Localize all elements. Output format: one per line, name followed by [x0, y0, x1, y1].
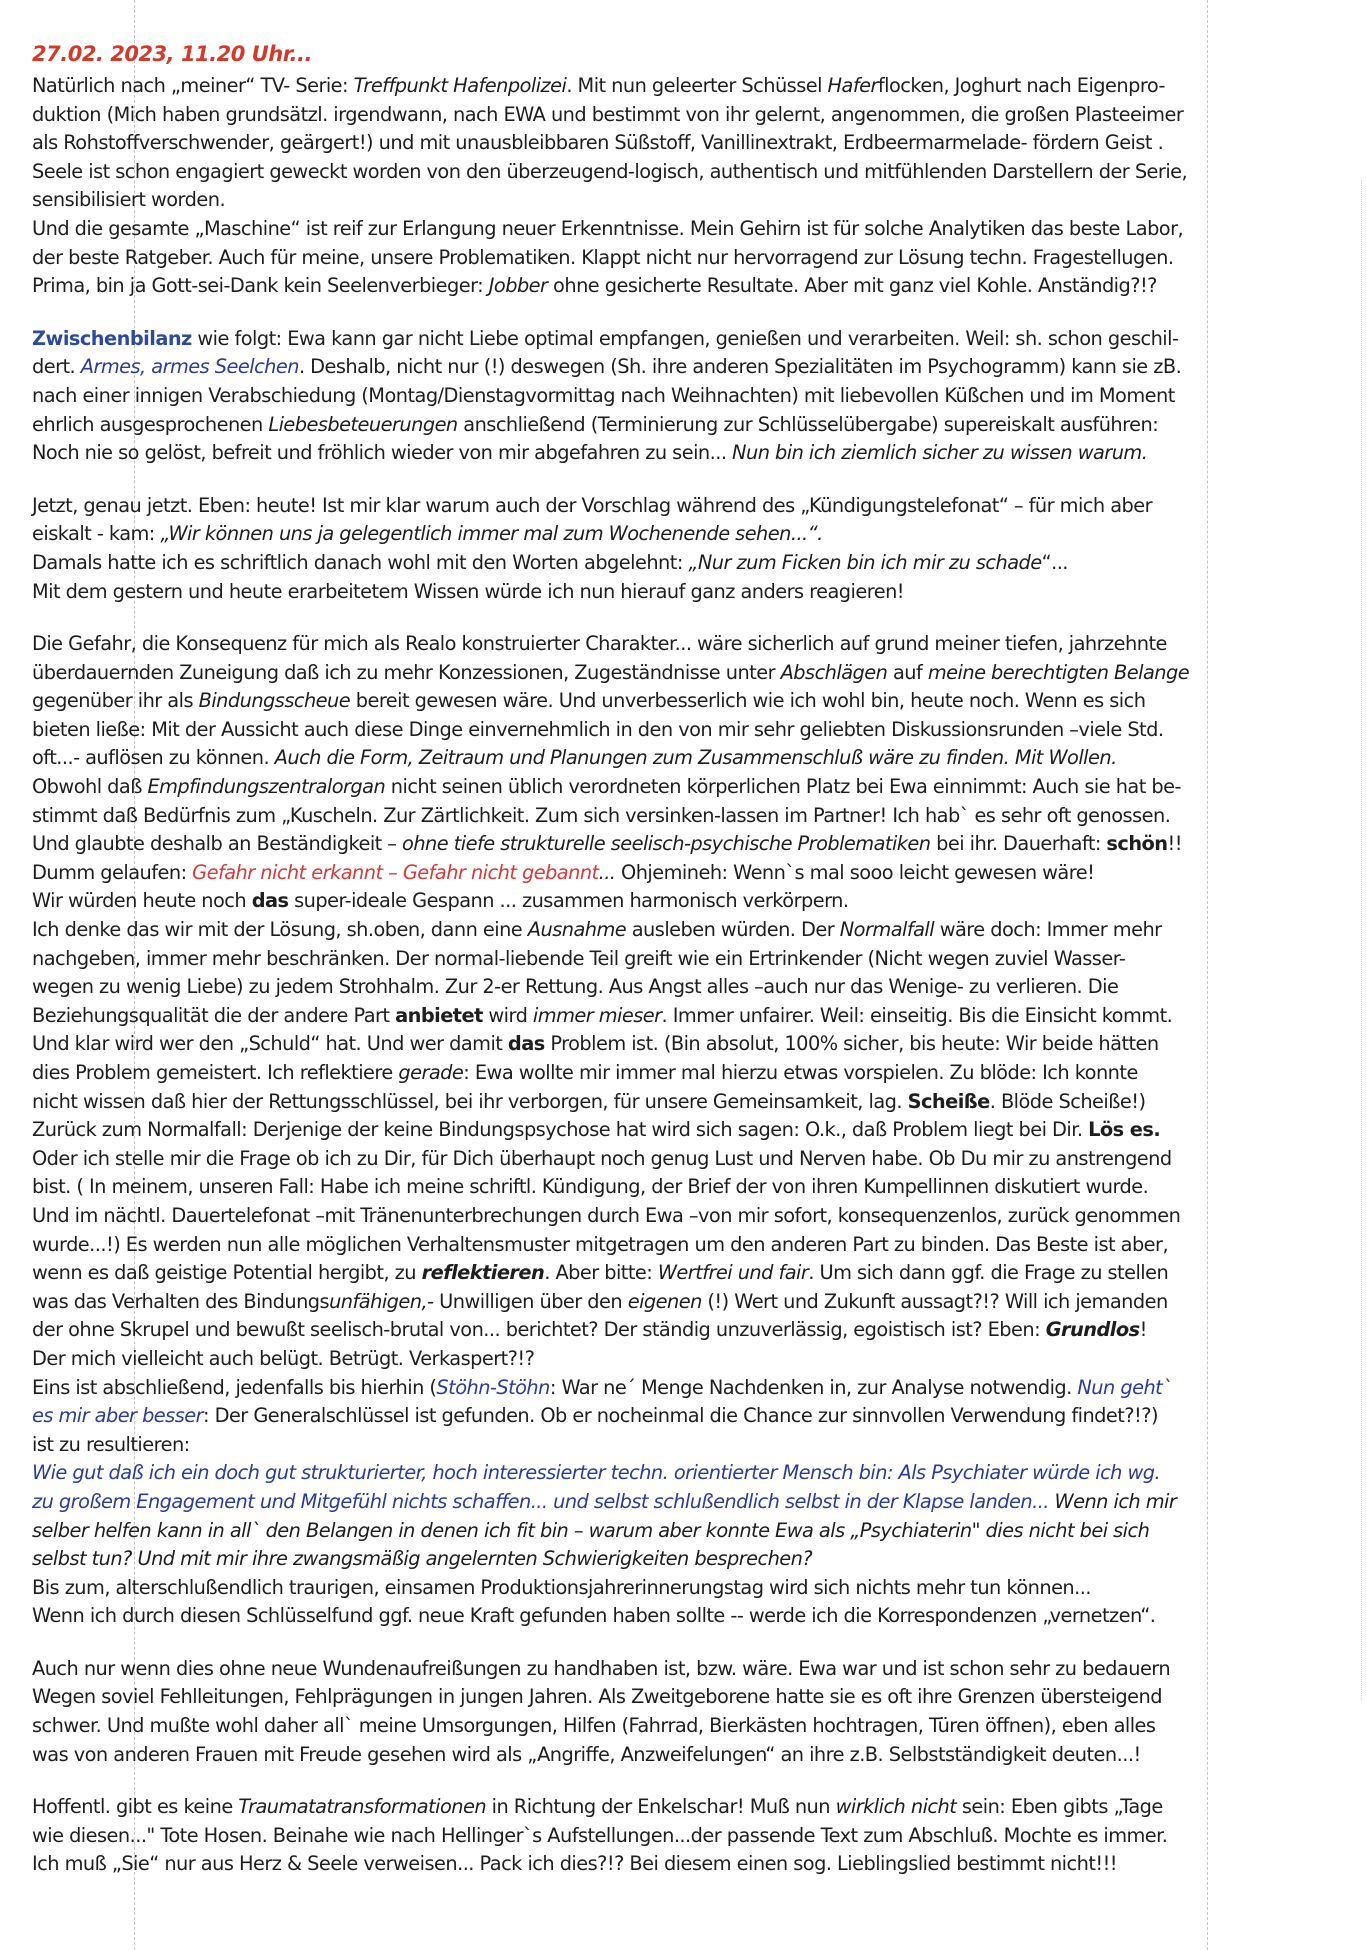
text-span: was das Verhalten des Bindungs [32, 1289, 330, 1313]
text-span: dert. [32, 355, 81, 379]
document-body [32, 72, 1332, 1879]
styled-text-span: Grundlos [1045, 1318, 1140, 1342]
text-line [32, 325, 1322, 354]
text-line [32, 439, 1322, 468]
text-span: Dumm gelaufen: [32, 860, 193, 884]
text-span: !! [1167, 832, 1182, 856]
styled-text-span: zu großem Engagement und Mitgefühl nichts schaffen... und selbst schlußendlich selbst in der Klapse landen... [32, 1489, 1049, 1513]
text-span: was von anderen Frauen mit Freude gesehen wird als „Angriffe, Anzweifelungen“ an ihre z.B. Selbstständigkeit deuten...! [32, 1742, 1141, 1766]
text-span: . Um sich dann ggf. die Frage zu stellen [808, 1261, 1169, 1285]
styled-text-span: Jobber [488, 274, 548, 298]
styled-text-span: Wenn ich mir [1048, 1489, 1177, 1513]
text-span: . Deshalb, nicht nur (!) deswegen (Sh. ihre anderen Spezialitäten im Psychogramm) kann sie zB. [298, 355, 1182, 379]
text-line [32, 1822, 1322, 1851]
text-span: Noch nie so gelöst, befreit und fröhlich wieder von mir abgefahren zu sein... [32, 441, 733, 465]
styled-text-span: Wie gut daß ich ein doch gut strukturierter, hoch interessierter techn. orientierter Mensch bin: Als Psychiater würde ich wg. [32, 1461, 1161, 1485]
text-span: ohne gesicherte Resultate. Aber mit ganz viel Kohle. Anständig?!? [547, 274, 1157, 298]
styled-text-span: Empfindungszentralorgan [147, 775, 386, 799]
text-span: überdauernden Zuneigung daß ich zu mehr Konzessionen, Zugeständnisse unter [32, 660, 781, 684]
text-line [32, 887, 1322, 916]
text-line [32, 1088, 1322, 1117]
text-span: bei ihr. Dauerhaft: [930, 832, 1107, 856]
paragraph [32, 1655, 1332, 1769]
styled-text-span: es mir aber besser [32, 1404, 204, 1428]
text-line [32, 659, 1322, 688]
text-span: Und klar wird wer den „Schuld“ hat. Und wer damit [32, 1032, 508, 1056]
styled-text-span: Hafer [827, 74, 878, 97]
text-span: nicht wissen daß hier der Rettungsschlüssel, bei ihr verborgen, für unsere Gemeinsamkeit, lag. [32, 1089, 908, 1113]
styled-text-span: unfähigen, [329, 1289, 428, 1313]
text-line [32, 1793, 1322, 1822]
paragraph-gap [32, 301, 1332, 325]
text-line [32, 973, 1322, 1002]
text-span: wäre doch: Immer mehr [934, 918, 1162, 942]
text-span: wie diesen..." Tote Hosen. Beinahe wie nach Hellinger`s Aufstellungen...der passende Text zum Abschluß. Mochte es immer. [32, 1823, 1168, 1847]
text-line [32, 1741, 1322, 1770]
text-line [32, 830, 1322, 859]
text-line [32, 1259, 1322, 1288]
text-line [32, 1459, 1322, 1488]
text-line [32, 687, 1322, 716]
text-line [32, 1316, 1322, 1345]
text-line [32, 1683, 1322, 1712]
text-line [32, 1850, 1322, 1879]
text-line [32, 186, 1322, 215]
styled-text-span: reflektieren [421, 1261, 545, 1285]
text-span: ehrlich ausgesprochenen [32, 412, 269, 436]
styled-text-span: Treffpunkt Hafenpolizei [353, 74, 567, 97]
text-span: . Aber bitte: [544, 1261, 658, 1285]
styled-text-span: „Nur zum Ficken bin ich mir zu schade [688, 550, 1042, 574]
text-span: wegen zu wenig Liebe) zu jedem Strohhalm. Zur 2-er Rettung. Aus Angst alles –auch nur das Wenige- zu verlieren. Die [32, 975, 1119, 999]
text-span: Damals hatte ich es schriftlich danach wohl mit den Worten abgelehnt: [32, 550, 689, 574]
styled-text-span: Gefahr nicht erkannt – Gefahr nicht gebannt [192, 860, 599, 884]
text-span: eiskalt - kam: [32, 522, 161, 546]
text-line [32, 129, 1322, 158]
text-line [32, 1431, 1322, 1460]
styled-text-span: Armes, armes Seelchen [80, 355, 299, 379]
text-span: Und die gesamte „Maschine“ ist reif zur Erlangung neuer Erkenntnisse. Mein Gehirn ist für solche Analytiken das beste Labor, [32, 216, 1184, 240]
text-line [32, 72, 1322, 101]
styled-text-span: Zwischenbilanz [32, 326, 192, 350]
text-span: Ich muß „Sie“ nur aus Herz & Seele verweisen... Pack ich dies?!? Bei diesem einen sog. Lieblingslied bestimmt nicht!!! [32, 1852, 1118, 1876]
text-span: Wegen soviel Fehlleitungen, Fehlprägungen in jungen Jahren. Als Zweitgeborene hatte sie es oft ihre Grenzen übersteigend [32, 1685, 1162, 1709]
styled-text-span: meine berechtigten Belange [927, 660, 1190, 684]
text-line [32, 244, 1322, 273]
text-span: wird [482, 1003, 533, 1027]
text-line [32, 1488, 1322, 1517]
text-span: Auch nur wenn dies ohne neue Wundenaufreißungen zu handhaben ist, bzw. wäre. Ewa war und ist schon sehr zu bedauern [32, 1656, 1171, 1680]
page-edge [1361, 180, 1362, 1700]
styled-text-span: Wertfrei und fair [657, 1261, 809, 1285]
styled-text-span: selbst tun? Und mit mir ihre zwangsmäßig angelernten Schwierigkeiten besprechen? [32, 1547, 813, 1571]
paragraph [32, 1793, 1332, 1879]
text-line [32, 411, 1322, 440]
styled-text-span: Normalfall [839, 918, 935, 942]
text-span: : War ne´ Menge Nachdenken in, zur Analyse notwendig. [549, 1375, 1078, 1399]
text-line [32, 382, 1322, 411]
styled-text-span: Stöhn-Stöhn [436, 1375, 550, 1399]
text-line [32, 549, 1322, 578]
text-span: bist. ( In meinem, unseren Fall: Habe ich meine schriftl. Kündigung, der Brief der von ihren Kumpellinnen diskutiert wurde. [32, 1175, 1149, 1199]
text-span: stimmt daß Bedürfnis zum „Kuscheln. Zur Zärtlichkeit. Zum sich versinken-lassen im Partner! Ich hab` es sehr oft genossen. [32, 803, 1171, 827]
text-span: . Mit nun geleerter Schüssel [566, 74, 828, 97]
text-span: Problem ist. (Bin absolut, 100% sicher, bis heute: Wir beide hätten [544, 1032, 1159, 1056]
text-line [32, 1574, 1322, 1603]
text-span: Ohjemineh: Wenn`s mal sooo leicht gewesen wäre! [615, 860, 1095, 884]
text-line [32, 1655, 1322, 1684]
text-span: wurde...!) Es werden nun alle möglichen Verhaltensmuster mitgetragen um den anderen Part zu binden. Das Beste ist aber, [32, 1232, 1169, 1256]
text-span: anschließend (Terminierung zur Schlüsselübergabe) supereiskalt ausführen: [457, 412, 1159, 436]
paragraph [32, 492, 1332, 606]
text-span: Natürlich nach „meiner“ TV- Serie: [32, 74, 354, 97]
document-title: 27.02. 2023, 11.20 Uhr... [32, 42, 312, 66]
text-line [32, 1002, 1322, 1031]
text-line [32, 1116, 1322, 1145]
text-span: ist zu resultieren: [32, 1432, 190, 1456]
text-span: super-ideale Gespann ... zusammen harmonisch verkörpern. [288, 889, 849, 913]
paragraph [32, 630, 1332, 1631]
text-span: Obwohl daß [32, 775, 148, 799]
styled-text-span: das [251, 889, 289, 913]
text-span: Bis zum, alterschlußendlich traurigen, einsamen Produktionsjahrerinnerungstag wird sich nichts mehr tun können... [32, 1575, 1091, 1599]
text-span: als Rohstoffverschwender, geärgert!) und mit unausbleibbaren Süßstoff, Vanillinextrakt, Erdbeermarmelade- fördern Geist . [32, 131, 1164, 155]
text-line [32, 578, 1322, 607]
text-line [32, 773, 1322, 802]
text-line [32, 1374, 1322, 1403]
text-span: wenn es daß geistige Potential hergibt, zu [32, 1261, 422, 1285]
text-span: Oder ich stelle mir die Frage ob ich zu Dir, für Dich überhaupt noch genug Lust und Nerven habe. Ob Du mir zu anstrengend [32, 1146, 1172, 1170]
paragraph-gap [32, 606, 1332, 630]
text-line [32, 716, 1322, 745]
text-span: duktion (Mich haben grundsätzl. irgendwann, nach EWA und bestimmt von ihr gelernt, angenommen, die großen Plasteeimer [32, 102, 1184, 126]
text-span: oft...- auflösen zu können. [32, 746, 275, 770]
text-span: Wenn ich durch diesen Schlüsselfund ggf. neue Kraft gefunden haben sollte -- werde ich die Korrespondenzen „vernetzen“. [32, 1604, 1156, 1628]
text-line [32, 1345, 1322, 1374]
styled-text-span: Nun geht` [1077, 1375, 1172, 1399]
styled-text-span: ohne tiefe strukturelle seelisch-psychische Problematiken [402, 832, 931, 856]
text-line [32, 945, 1322, 974]
paragraph-gap [32, 468, 1332, 492]
styled-text-span: Traumatatransformationen [238, 1795, 487, 1819]
text-span: Wir würden heute noch [32, 889, 252, 913]
text-span: in Richtung der Enkelschar! Muß nun [486, 1795, 836, 1819]
text-line [32, 859, 1322, 888]
text-line [32, 1517, 1322, 1546]
paragraph-gap [32, 1631, 1332, 1655]
text-span: schwer. Und mußte wohl daher all` meine Umsorgungen, Hilfen (Fahrrad, Bierkästen hochtragen, Türen öffnen), eben alles [32, 1714, 1156, 1738]
text-line [32, 1202, 1322, 1231]
text-span: Die Gefahr, die Konsequenz für mich als Realo konstruierter Charakter... wäre sicherlich auf grund meiner tiefen, jahrzehnte [32, 632, 1167, 656]
paragraph [32, 72, 1332, 301]
text-span: Und im nächtl. Dauertelefonat –mit Tränenunterbrechungen durch Ewa –von mir sofort, konsequenzenlos, zurück genommen [32, 1203, 1181, 1227]
text-span: sein: Eben gibts „Tage [956, 1795, 1163, 1819]
styled-text-span: Ausnahme [527, 918, 627, 942]
styled-text-span: ... [598, 860, 616, 884]
text-line [32, 1173, 1322, 1202]
styled-text-span: eigenen [627, 1289, 702, 1313]
text-span: Eins ist abschließend, jedenfalls bis hierhin ( [32, 1375, 437, 1399]
text-span: . Immer unfairer. Weil: einseitig. Bis die Einsicht kommt. [661, 1003, 1173, 1027]
text-span: (!) Wert und Zukunft aussagt?!? Will ich jemanden [701, 1289, 1168, 1313]
styled-text-span: anbietet [395, 1003, 483, 1027]
text-span: Hoffentl. gibt es keine [32, 1795, 239, 1819]
text-line [32, 1288, 1322, 1317]
text-span: Beziehungsqualität die der andere Part [32, 1003, 396, 1027]
styled-text-span: Liebesbeteuerungen [268, 412, 458, 436]
styled-text-span: Nun bin ich ziemlich sicher zu wissen warum. [732, 441, 1148, 465]
text-span: Zurück zum Normalfall: Derjenige der keine Bindungspsychose hat wird sich sagen: O.k., daß Problem liegt bei Dir. [32, 1118, 1089, 1142]
text-line [32, 1402, 1322, 1431]
styled-text-span: Auch die Form, Zeitraum und Planungen zum Zusammenschluß wäre zu finden. Mit Wollen. [274, 746, 1117, 770]
text-line [32, 1059, 1322, 1088]
document-page [32, 40, 1332, 1879]
text-span: : Ewa wollte mir immer mal hierzu etwas vorspielen. Zu blöde: Ich konnte [463, 1061, 1138, 1084]
paragraph [32, 325, 1332, 468]
text-line [32, 353, 1322, 382]
text-span: sensibilisiert worden. [32, 188, 226, 212]
text-span: Mit dem gestern und heute erarbeitetem Wissen würde ich nun hierauf ganz anders reagieren! [32, 579, 905, 603]
text-span: der ohne Skrupel und bewußt seelisch-brutal von... berichtet? Der ständig unzuverlässig, egoistisch ist? Eben: [32, 1318, 1046, 1342]
styled-text-span: „Wir können uns ja gelegentlich immer mal zum Wochenende sehen...“. [160, 522, 823, 546]
text-line [32, 158, 1322, 187]
text-span: . Blöde Scheiße!) [989, 1089, 1146, 1113]
text-line [32, 272, 1322, 301]
text-span: Seele ist schon engagiert geweckt worden von den überzeugend-logisch, authentisch und mitfühlenden Darstellern der Serie, [32, 159, 1188, 183]
text-line [32, 101, 1322, 130]
text-line [32, 630, 1322, 659]
text-span: gegenüber ihr als [32, 689, 199, 713]
text-span: auf [887, 660, 928, 684]
text-span: Jetzt, genau jetzt. Eben: heute! Ist mir klar warum auch der Vorschlag während des „Kündigungstelefonat“ – für mich aber [32, 493, 1153, 517]
text-line [32, 1030, 1322, 1059]
text-line [32, 520, 1322, 549]
text-span: dies Problem gemeistert. Ich reflektiere [32, 1061, 399, 1084]
text-line [32, 1712, 1322, 1741]
text-line [32, 215, 1322, 244]
styled-text-span: immer mieser [532, 1003, 662, 1027]
text-line [32, 744, 1322, 773]
text-line [32, 1602, 1322, 1631]
styled-text-span: schön [1106, 832, 1168, 856]
text-span: nach einer innigen Verabschiedung (Montag/Dienstagvormittag nach Weihnachten) mit liebevollen Küßchen und im Moment [32, 383, 1175, 407]
styled-text-span: Abschlägen [780, 660, 888, 684]
text-line [32, 916, 1322, 945]
text-span: bereit gewesen wäre. Und unverbesserlich wie ich wohl bin, heute noch. Wenn es sich [350, 689, 1146, 713]
text-span: nicht seinen üblich verordneten körperlichen Platz bei Ewa einnimmt: Auch sie hat be- [385, 775, 1181, 799]
styled-text-span: Bindungsscheue [198, 689, 351, 713]
styled-text-span: Lös es. [1088, 1118, 1161, 1142]
text-span: - Unwilligen über den [427, 1289, 628, 1313]
text-span: Ich denke das wir mit der Lösung, sh.oben, dann eine [32, 918, 528, 942]
text-span: flocken, Joghurt nach Eigenpro- [877, 74, 1165, 97]
text-span: bieten ließe: Mit der Aussicht auch diese Dinge einvernehmlich in den von mir sehr geliebten Diskussionsrunden –viele Std. [32, 717, 1164, 741]
styled-text-span: das [507, 1032, 545, 1056]
text-span: ! [1139, 1318, 1147, 1342]
text-span: Und glaubte deshalb an Beständigkeit – [32, 832, 403, 856]
text-line [32, 1145, 1322, 1174]
styled-text-span: wirklich nicht [835, 1795, 957, 1819]
text-line [32, 1231, 1322, 1260]
text-span: wie folgt: Ewa kann gar nicht Liebe optimal empfangen, genießen und verarbeiten. Weil: sh. schon geschil- [191, 326, 1179, 350]
styled-text-span: gerade [398, 1061, 464, 1084]
text-line [32, 1545, 1322, 1574]
text-line [32, 802, 1322, 831]
text-span: “... [1041, 550, 1068, 574]
styled-text-span: selber helfen kann in all` den Belangen in denen ich fit bin – warum aber konnte Ewa als „Psychiaterin" dies nicht bei sich [32, 1518, 1150, 1542]
text-line [32, 492, 1322, 521]
text-span: der beste Ratgeber. Auch für meine, unsere Problematiken. Klappt nicht nur hervorragend zur Lösung techn. Fragestellugen. [32, 245, 1174, 269]
text-span: Der mich vielleicht auch belügt. Betrügt. Verkaspert?!? [32, 1346, 535, 1370]
text-span: nachgeben, immer mehr beschränken. Der normal-liebende Teil greift wie ein Ertrinkender (Nicht wegen zuviel Wasser- [32, 946, 1126, 970]
paragraph-gap [32, 1769, 1332, 1793]
text-span: ausleben würden. Der [626, 918, 840, 942]
text-span: Prima, bin ja Gott-sei-Dank kein Seelenverbieger: [32, 274, 489, 298]
styled-text-span: Scheiße [907, 1089, 990, 1113]
text-span: : Der Generalschlüssel ist gefunden. Ob er nocheinmal die Chance zur sinnvollen Verwendung findet?!?) [203, 1404, 1158, 1428]
